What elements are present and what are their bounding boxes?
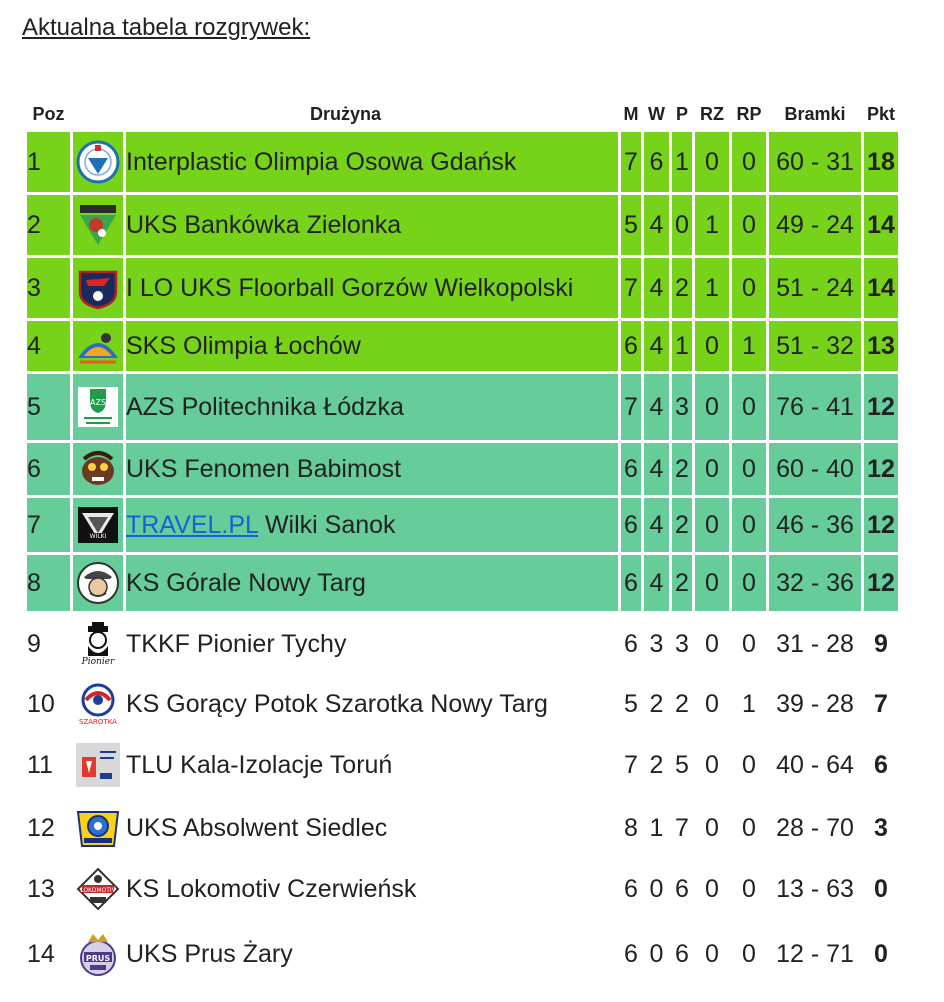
rp-cell: 0	[742, 874, 756, 903]
goals-cell: 49 - 24	[769, 195, 861, 255]
position-cell: 3	[27, 258, 70, 318]
wins-cell: 2	[649, 750, 664, 779]
position-cell: 14	[27, 939, 55, 968]
rz-cell: 0	[705, 874, 719, 903]
losses-cell: 2	[672, 443, 692, 495]
wilki-sanok-logo	[76, 503, 120, 547]
team-cell	[126, 799, 618, 857]
wins-cell: 0	[649, 874, 664, 903]
table-row	[27, 443, 898, 495]
rp-cell: 1	[732, 321, 766, 371]
team-cell	[126, 614, 618, 674]
gorale-nowy-targ-logo	[76, 561, 120, 605]
rz-cell: 0	[705, 813, 719, 842]
table-row	[27, 734, 898, 796]
matches-cell: 6	[621, 555, 641, 611]
goals-cell: 32 - 36	[769, 555, 861, 611]
table-row	[27, 614, 898, 674]
logo-cell	[73, 258, 123, 318]
losses-cell: 2	[672, 498, 692, 552]
goals-cell: 51 - 24	[769, 258, 861, 318]
svg-text:SZAROTKA: SZAROTKA	[79, 718, 117, 726]
svg-text:AZS: AZS	[89, 398, 107, 407]
team-name: KS Lokomotiv Czerwieńsk	[126, 874, 417, 903]
team-link[interactable]: TRAVEL.PL	[126, 510, 258, 539]
tlu-torun-logo	[76, 743, 120, 787]
rp-cell: 0	[732, 555, 766, 611]
points-cell: 14	[864, 195, 898, 255]
rz-cell: 0	[695, 443, 729, 495]
losses-cell: 3	[672, 374, 692, 440]
logo-cell	[73, 443, 123, 495]
team-name: KS Gorący Potok Szarotka Nowy Targ	[126, 689, 548, 718]
rz-cell: 0	[705, 939, 719, 968]
losses-cell: 2	[672, 555, 692, 611]
wins-cell: 4	[644, 321, 669, 371]
table-row	[27, 860, 898, 918]
points-cell: 18	[864, 132, 898, 192]
rp-cell: 0	[742, 750, 756, 779]
wins-cell: 4	[644, 443, 669, 495]
header-rz: RZ	[700, 103, 724, 124]
position-cell: 13	[27, 874, 55, 903]
matches-cell: 6	[624, 629, 638, 658]
matches-cell: 8	[624, 813, 638, 842]
goals-cell: 76 - 41	[769, 374, 861, 440]
losses-cell: 1	[672, 321, 692, 371]
logo-cell	[73, 677, 123, 731]
rp-cell: 0	[732, 443, 766, 495]
wins-cell: 6	[644, 132, 669, 192]
position-cell: 6	[27, 443, 70, 495]
goals-cell: 28 - 70	[776, 813, 854, 842]
header-goals: Bramki	[784, 103, 846, 124]
team-name: UKS Prus Żary	[126, 939, 293, 968]
team-name: SKS Olimpia Łochów	[126, 331, 361, 360]
wins-cell: 4	[644, 195, 669, 255]
team-cell	[126, 132, 618, 192]
logo-cell	[73, 321, 123, 371]
pionier-tychy-logo	[76, 622, 120, 666]
fenomen-babimost-logo	[76, 447, 120, 491]
position-cell: 7	[27, 498, 70, 552]
matches-cell: 7	[621, 132, 641, 192]
header-row	[27, 99, 898, 129]
matches-cell: 7	[621, 374, 641, 440]
position-cell: 10	[27, 689, 55, 718]
matches-cell: 5	[621, 195, 641, 255]
team-cell	[126, 555, 618, 611]
rz-cell: 0	[695, 498, 729, 552]
matches-cell: 6	[621, 498, 641, 552]
wins-cell: 2	[649, 689, 664, 718]
goals-cell: 51 - 32	[769, 321, 861, 371]
standings-table	[24, 96, 901, 990]
losses-cell: 5	[675, 750, 689, 779]
azs-lodz-logo	[76, 385, 120, 429]
rp-cell: 0	[732, 374, 766, 440]
team-name: KS Górale Nowy Targ	[126, 568, 366, 597]
header-points: Pkt	[866, 103, 895, 124]
wins-cell: 3	[649, 629, 664, 658]
wins-cell: 4	[644, 498, 669, 552]
wins-cell: 4	[644, 258, 669, 318]
losses-cell: 2	[675, 689, 689, 718]
table-row	[27, 677, 898, 731]
table-row	[27, 921, 898, 987]
lo-uks-gorzow-logo	[76, 266, 120, 310]
header-matches: M	[623, 103, 639, 124]
team-cell	[126, 195, 618, 255]
team-name: UKS Bankówka Zielonka	[126, 210, 402, 239]
svg-text:Pionier: Pionier	[81, 657, 115, 666]
team-cell	[126, 321, 618, 371]
table-row	[27, 258, 898, 318]
goals-cell: 40 - 64	[776, 750, 854, 779]
rz-cell: 0	[695, 555, 729, 611]
logo-cell	[73, 921, 123, 987]
header-wins: W	[648, 103, 665, 124]
team-cell	[126, 921, 618, 987]
goals-cell: 60 - 31	[769, 132, 861, 192]
goals-cell: 31 - 28	[776, 629, 854, 658]
team-name: TKKF Pionier Tychy	[126, 629, 347, 658]
header-team: Drużyna	[309, 103, 381, 124]
points-cell: 12	[864, 555, 898, 611]
team-cell	[126, 498, 618, 552]
goals-cell: 39 - 28	[776, 689, 854, 718]
points-cell: 12	[864, 374, 898, 440]
position-cell: 2	[27, 195, 70, 255]
points-cell: 13	[864, 321, 898, 371]
team-cell	[126, 258, 618, 318]
points-cell: 7	[874, 689, 888, 718]
logo-cell	[73, 555, 123, 611]
logo-cell	[73, 614, 123, 674]
rz-cell: 1	[695, 258, 729, 318]
standings-body	[27, 132, 898, 987]
matches-cell: 6	[624, 874, 638, 903]
svg-text:WILKI: WILKI	[89, 533, 107, 540]
team-cell	[126, 734, 618, 796]
table-row	[27, 321, 898, 371]
rz-cell: 0	[705, 689, 719, 718]
position-cell: 8	[27, 555, 70, 611]
absolwent-siedlec-logo	[76, 806, 120, 850]
losses-cell: 2	[672, 258, 692, 318]
rp-cell: 0	[732, 195, 766, 255]
olimpia-lochow-logo	[76, 324, 120, 368]
logo-cell	[73, 734, 123, 796]
wins-cell: 4	[644, 555, 669, 611]
table-row	[27, 195, 898, 255]
team-name: Wilki Sanok	[258, 510, 396, 539]
logo-cell	[73, 498, 123, 552]
team-name: Interplastic Olimpia Osowa Gdańsk	[126, 147, 517, 176]
rp-cell: 1	[742, 689, 756, 718]
olimpia-osowa-logo	[76, 140, 120, 184]
points-cell: 14	[864, 258, 898, 318]
logo-cell	[73, 374, 123, 440]
losses-cell: 7	[675, 813, 689, 842]
page-title: Aktualna tabela rozgrywek:	[22, 14, 311, 41]
rp-cell: 0	[732, 132, 766, 192]
table-row	[27, 555, 898, 611]
lokomotiv-logo	[76, 867, 120, 911]
goals-cell: 60 - 40	[769, 443, 861, 495]
points-cell: 12	[864, 443, 898, 495]
rz-cell: 0	[695, 132, 729, 192]
points-cell: 9	[874, 629, 888, 658]
rp-cell: 0	[742, 939, 756, 968]
header-pos: Poz	[32, 103, 65, 124]
matches-cell: 5	[624, 689, 638, 718]
svg-text:LOKOMOTIV: LOKOMOTIV	[80, 887, 116, 894]
team-name: AZS Politechnika Łódzka	[126, 392, 404, 421]
logo-cell	[73, 860, 123, 918]
matches-cell: 6	[624, 939, 638, 968]
rp-cell: 0	[732, 498, 766, 552]
rz-cell: 1	[695, 195, 729, 255]
rz-cell: 0	[695, 321, 729, 371]
points-cell: 3	[874, 813, 888, 842]
losses-cell: 1	[672, 132, 692, 192]
header-rp: RP	[736, 103, 762, 124]
rz-cell: 0	[705, 629, 719, 658]
team-name: UKS Fenomen Babimost	[126, 454, 402, 483]
position-cell: 11	[27, 750, 53, 779]
team-name: UKS Absolwent Siedlec	[126, 813, 388, 842]
wins-cell: 1	[649, 813, 664, 842]
matches-cell: 7	[621, 258, 641, 318]
table-row	[27, 498, 898, 552]
team-cell	[126, 374, 618, 440]
goals-cell: 46 - 36	[769, 498, 861, 552]
goals-cell: 13 - 63	[776, 874, 854, 903]
team-cell	[126, 443, 618, 495]
matches-cell: 6	[621, 321, 641, 371]
losses-cell: 0	[672, 195, 692, 255]
logo-cell	[73, 195, 123, 255]
losses-cell: 6	[675, 874, 689, 903]
points-cell: 12	[864, 498, 898, 552]
svg-text:PRUS: PRUS	[85, 954, 111, 963]
losses-cell: 3	[675, 629, 689, 658]
bankowka-logo	[76, 203, 120, 247]
rz-cell: 0	[695, 374, 729, 440]
szarotka-logo	[76, 682, 120, 726]
position-cell: 1	[27, 132, 70, 192]
position-cell: 9	[27, 629, 41, 658]
position-cell: 12	[27, 813, 55, 842]
wins-cell: 4	[644, 374, 669, 440]
team-cell	[126, 860, 618, 918]
goals-cell: 12 - 71	[776, 939, 854, 968]
table-row	[27, 799, 898, 857]
position-cell: 5	[27, 374, 70, 440]
wins-cell: 0	[649, 939, 664, 968]
rp-cell: 0	[742, 629, 756, 658]
rp-cell: 0	[732, 258, 766, 318]
logo-cell	[73, 132, 123, 192]
team-name: TLU Kala-Izolacje Toruń	[126, 750, 393, 779]
table-row	[27, 132, 898, 192]
position-cell: 4	[27, 321, 70, 371]
points-cell: 0	[874, 874, 888, 903]
points-cell: 6	[874, 750, 888, 779]
table-row	[27, 374, 898, 440]
losses-cell: 6	[675, 939, 689, 968]
matches-cell: 6	[621, 443, 641, 495]
rz-cell: 0	[705, 750, 719, 779]
points-cell: 0	[874, 939, 888, 968]
team-name: I LO UKS Floorball Gorzów Wielkopolski	[126, 273, 574, 302]
team-cell	[126, 677, 618, 731]
prus-zary-logo	[76, 932, 120, 976]
logo-cell	[73, 799, 123, 857]
matches-cell: 7	[624, 750, 638, 779]
rp-cell: 0	[742, 813, 756, 842]
header-losses: P	[675, 103, 688, 124]
